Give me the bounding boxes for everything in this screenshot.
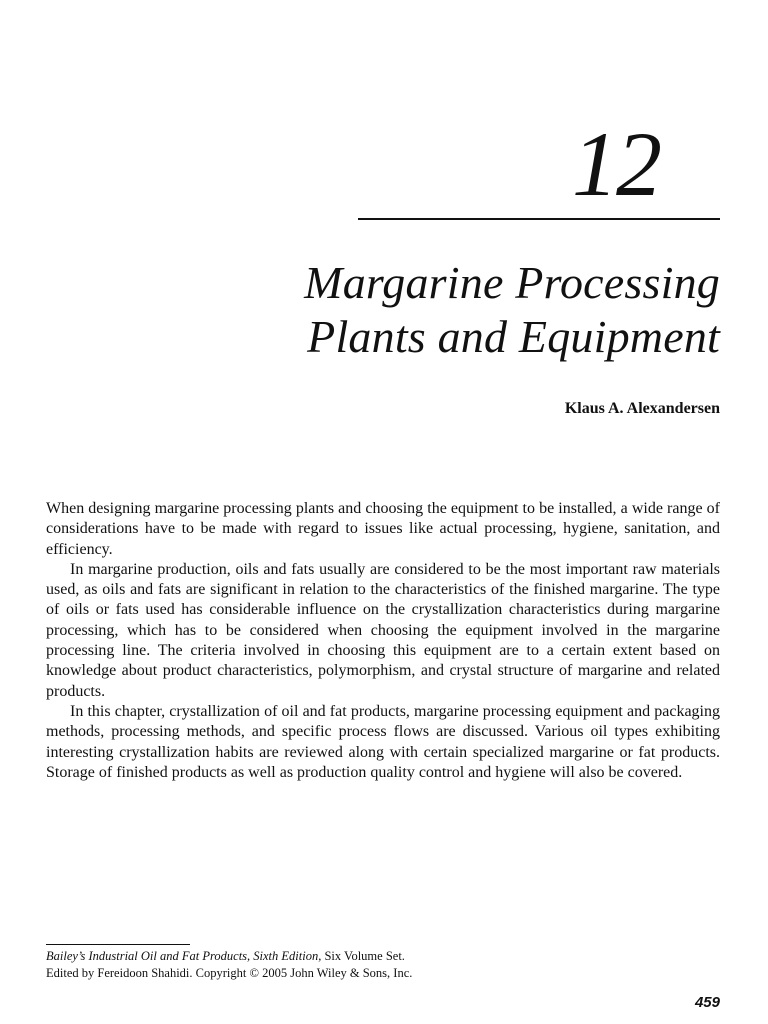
chapter-number: 12 bbox=[572, 113, 660, 215]
footnote-rule bbox=[46, 944, 190, 945]
author-name: Klaus A. Alexandersen bbox=[564, 400, 720, 417]
paragraph-2: In margarine production, oils and fats usually are considered to be the most important raw materials used, as oils and fats are significant in relation to the characteristics of the finished margarine. The type of oils or fats used has considerable influence on the crystallization characteristics during margarine processing, which has to be considered when choosing the equipment involved in the margarine processing line. The criteria involved in choosing this equipment are to a certain extent based on knowledge about product characteristics, polymorphism, and crystal structure of margarine and related products. bbox=[46, 560, 720, 700]
footnote-line-1 bbox=[46, 948, 720, 965]
paragraph-3: In this chapter, crystallization of oil and fat products, margarine processing equipment and packaging methods, processing methods, and specific process flows are discussed. Various oil types exhibiting interesting crystallization habits are reviewed along with certain specialized margarine or fat products. Storage of finished products as well as production quality control and hygiene will also be covered. bbox=[46, 702, 720, 781]
body-text bbox=[46, 499, 720, 783]
page-number: 459 bbox=[694, 994, 720, 1011]
footnote bbox=[46, 948, 720, 982]
paragraph-1: When designing margarine processing plants and choosing the equipment to be installed, a wide range of considerations have to be made with regard to issues like actual processing, hygiene, sanitation, and efficiency. bbox=[46, 500, 720, 558]
footnote-line-2: Edited by Fereidoon Shahidi. Copyright © 2005 John Wiley & Sons, Inc. bbox=[46, 966, 413, 980]
book-title: Bailey’s Industrial Oil and Fat Products, Sixth Edition, bbox=[46, 949, 322, 963]
set-info: Six Volume Set. bbox=[321, 949, 405, 963]
chapter-title-line-2: Plants and Equipment bbox=[307, 311, 720, 362]
chapter-rule bbox=[358, 218, 720, 220]
chapter-title bbox=[100, 256, 720, 364]
chapter-title-line-1: Margarine Processing bbox=[304, 257, 720, 308]
